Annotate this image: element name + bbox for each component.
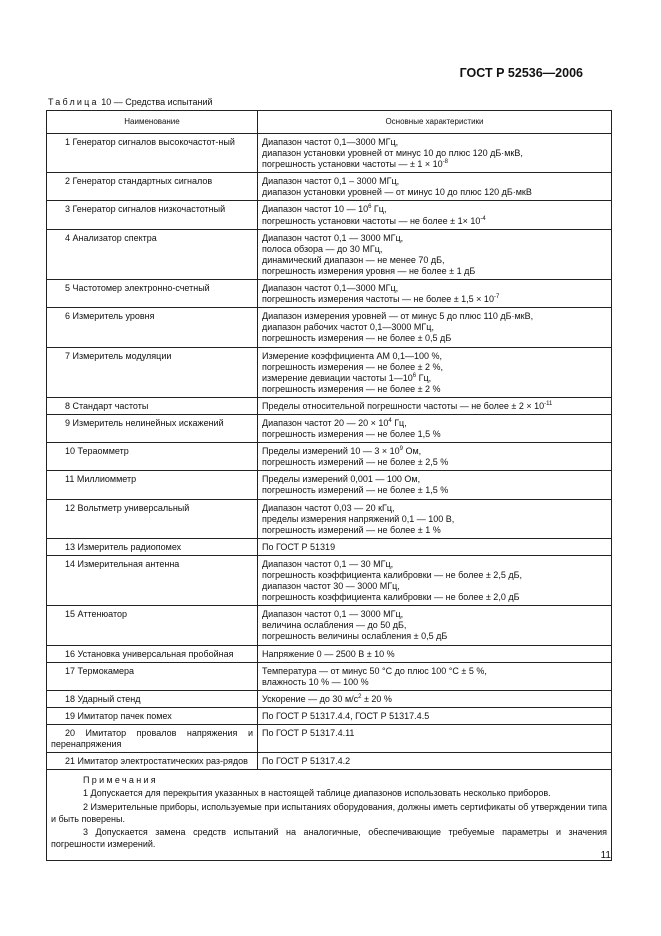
equipment-name-text: 9 Измеритель нелинейных искажений <box>65 417 224 428</box>
table-body <box>47 134 612 770</box>
spec-line: Температура — от минус 50 °С до плюс 100 °С ± 5 %, <box>262 665 487 676</box>
spec-line: измерение девиации частоты $1—10^6$ Гц, <box>262 372 432 383</box>
notes-cell <box>47 770 612 861</box>
table-row <box>47 753 612 770</box>
equipment-spec <box>258 443 612 471</box>
equipment-spec <box>258 397 612 414</box>
equipment-name-text: 12 Вольтметр универсальный <box>65 502 190 513</box>
spec-line: По ГОСТ Р 51319 <box>262 541 336 552</box>
equipment-spec <box>258 134 612 173</box>
table-row <box>47 414 612 442</box>
equipment-spec <box>258 707 612 724</box>
spec-line: погрешность коэффициента калибровки — не более ± 2,5 дБ, <box>262 570 522 580</box>
equipment-name <box>47 347 258 397</box>
equipment-name <box>47 201 258 229</box>
table-row <box>47 308 612 347</box>
spec-line: погрешность измерения уровня — не более ± 1 дБ <box>262 265 476 276</box>
equipment-spec <box>258 690 612 707</box>
equipment-name-text: 1 Генератор сигналов высокочастот-ный <box>65 137 235 147</box>
equipment-name-text: 7 Измеритель модуляции <box>65 350 172 361</box>
equipment-name <box>47 134 258 173</box>
note-item: 3 Допускается замена средств испытаний на аналогичные, обеспечивающие требуемые параметры и значения погрешности измерений. <box>51 827 607 849</box>
note-item: 2 Измерительные приборы, используемые при испытаниях оборудования, должны иметь сертификаты об утверждении типа и быть поверены. <box>51 802 607 824</box>
equipment-name <box>47 645 258 662</box>
table-row <box>47 443 612 471</box>
page-number: 11 <box>600 850 611 861</box>
table-row <box>47 645 612 662</box>
equipment-name <box>47 707 258 724</box>
spec-line: По ГОСТ Р 51317.4.4, ГОСТ Р 51317.4.5 <box>262 710 430 721</box>
spec-line: погрешность измерений — не более ± 2,5 % <box>262 457 449 468</box>
table-caption <box>48 97 213 107</box>
equipment-spec <box>258 347 612 397</box>
spec-line: Пределы относительной погрешности частоты — не более ± $2 \times 10^{-11}$ <box>262 400 553 411</box>
spec-line: погрешность измерения частоты — не более ± $1,5 \times 10^{-7}$ <box>262 294 500 305</box>
equipment-spec <box>258 538 612 555</box>
spec-line: диапазон установки уровней от минус 10 до плюс 120 дБ·мкВ, <box>262 148 523 159</box>
table-row <box>47 397 612 414</box>
equipment-name-text: 4 Анализатор спектра <box>65 232 157 243</box>
equipment-name-text: 13 Измеритель радиопомех <box>65 541 182 552</box>
equipment-spec <box>258 662 612 690</box>
column-header-spec: Основные характеристики <box>258 111 612 134</box>
table-row <box>47 725 612 753</box>
spec-line: погрешность измерения — не более ± 2 %, <box>262 361 444 372</box>
equipment-name <box>47 606 258 645</box>
spec-line: Диапазон частот 20 — $20 \times 10^4$ Гц, <box>262 417 407 428</box>
spec-line: Диапазон частот 0,1 — 30 МГц, <box>262 558 394 569</box>
notes-title: Примечания <box>83 775 158 786</box>
spec-line: Диапазон частот 0,03 — 20 кГц, <box>262 502 395 513</box>
document-id: ГОСТ Р 52536—2006 <box>459 66 583 80</box>
spec-line: Пределы измерений 10 — $3 \times 10^9$ Ом, <box>262 446 422 457</box>
spec-line: По ГОСТ Р 51317.4.11 <box>262 728 355 739</box>
equipment-name-text: 8 Стандарт частоты <box>65 400 149 411</box>
equipment-name <box>47 538 258 555</box>
spec-line: погрешность установки частоты — ± $1 \times 10^{-8}$ <box>262 159 448 170</box>
equipment-name <box>47 555 258 605</box>
table-row <box>47 201 612 229</box>
table-row <box>47 690 612 707</box>
table-row <box>47 280 612 308</box>
spec-line: диапазон установки уровней — от минус 10 до плюс 120 дБ·мкВ <box>262 187 532 198</box>
equipment-name <box>47 725 258 753</box>
equipment-spec <box>258 414 612 442</box>
spec-line: Диапазон частот 0,1—3000 МГц, <box>262 137 399 147</box>
equipment-spec <box>258 753 612 770</box>
spec-line: Диапазон частот 0,1 — 3000 МГц, <box>262 609 404 620</box>
equipment-name-text: 11 Миллиомметр <box>65 474 137 485</box>
equipment-name-text: 10 Тераомметр <box>65 446 129 457</box>
equipment-name-text: 19 Имитатор пачек помех <box>65 710 172 721</box>
equipment-spec <box>258 645 612 662</box>
equipment-name-text: 18 Ударный стенд <box>65 693 141 704</box>
spec-line: Диапазон измерения уровней — от минус 5 до плюс 110 дБ·мкВ, <box>262 311 534 322</box>
equipment-spec <box>258 308 612 347</box>
equipment-name <box>47 471 258 499</box>
spec-line: Диапазон частот 0,1—3000 МГц, <box>262 283 399 294</box>
table-row <box>47 134 612 173</box>
table-row <box>47 538 612 555</box>
equipment-name <box>47 229 258 279</box>
table-row <box>47 347 612 397</box>
spec-line: полоса обзора — до 30 МГц, <box>262 243 383 254</box>
equipment-name-text: 17 Термокамера <box>65 665 135 676</box>
spec-line: Диапазон частот 10 — $10^6$ Гц, <box>262 204 387 215</box>
spec-line: Диапазон частот 0,1 — 3000 МГц, <box>262 232 404 243</box>
table-caption-prefix: Таблица <box>48 97 99 107</box>
table-row <box>47 555 612 605</box>
table-row <box>47 229 612 279</box>
spec-line: погрешность измерений — не более ± 1,5 % <box>262 485 449 496</box>
spec-line: Измерение коэффициента АМ 0,1—100 %, <box>262 350 442 361</box>
equipment-name-text: 3 Генератор сигналов низкочастотный <box>65 204 226 215</box>
equipment-spec <box>258 606 612 645</box>
table-row <box>47 662 612 690</box>
spec-line: погрешность измерения — не более ± 2 % <box>262 383 441 394</box>
notes-row <box>47 770 612 861</box>
equipment-name <box>47 397 258 414</box>
table-row <box>47 173 612 201</box>
equipment-name-text: 21 Имитатор электростатических раз-рядов <box>65 756 248 767</box>
spec-line: погрешность установки частоты — не более ± $1\times 10^{-4}$ <box>262 215 486 226</box>
equipment-name-text: 5 Частотомер электронно-счетный <box>65 283 210 294</box>
spec-line: погрешность величины ослабления ± 0,5 дБ <box>262 631 448 642</box>
equipment-spec <box>258 201 612 229</box>
equipment-name <box>47 443 258 471</box>
equipment-name <box>47 414 258 442</box>
equipment-name <box>47 173 258 201</box>
spec-line: Пределы измерений 0,001 — 100 Ом, <box>262 474 421 485</box>
spec-line: динамический диапазон — не менее 70 дБ, <box>262 254 445 265</box>
equipment-spec <box>258 499 612 538</box>
equipment-name-text: 15 Аттенюатор <box>65 609 128 620</box>
spec-line: величина ослабления — до 50 дБ, <box>262 620 407 631</box>
table-header-row <box>47 111 612 134</box>
column-header-name: Наименование <box>47 111 258 134</box>
spec-line: диапазон частот 30 — 3000 МГц, <box>262 581 400 592</box>
spec-line: Ускорение — до 30 $м/с^2 \pm 20$ % <box>262 693 392 704</box>
note-item: 1 Допускается для перекрытия указанных в настоящей таблице диапазонов использовать несколько приборов. <box>83 788 551 799</box>
table-row <box>47 606 612 645</box>
table-caption-text: 10 — Средства испытаний <box>101 97 213 107</box>
spec-line: Напряжение 0 — 2500 В ± 10 % <box>262 648 395 659</box>
spec-line: По ГОСТ Р 51317.4.2 <box>262 756 351 767</box>
equipment-spec <box>258 229 612 279</box>
equipment-spec <box>258 173 612 201</box>
spec-line: влажность 10 % — 100 % <box>262 676 369 687</box>
equipment-name-text: 20 Имитатор провалов напряжения и перенапряжения <box>51 728 253 750</box>
equipment-name-text: 16 Установка универсальная пробойная <box>65 648 234 659</box>
equipment-name-text: 2 Генератор стандартных сигналов <box>65 176 213 187</box>
spec-line: погрешность измерений — не более ± 1 % <box>262 524 441 535</box>
equipment-name <box>47 753 258 770</box>
table-row <box>47 707 612 724</box>
equipment-name <box>47 308 258 347</box>
equipment-spec <box>258 725 612 753</box>
spec-line: погрешность коэффициента калибровки — не более ± 2,0 дБ <box>262 592 520 603</box>
spec-line: погрешность измерения — не более 1,5 % <box>262 429 441 440</box>
equipment-spec <box>258 555 612 605</box>
table-row <box>47 471 612 499</box>
spec-line: пределы измерения напряжений 0,1 — 100 В, <box>262 513 455 524</box>
spec-line: диапазон рабочих частот 0,1—3000 МГц, <box>262 322 434 333</box>
equipment-name <box>47 690 258 707</box>
equipment-name-text: 14 Измерительная антенна <box>65 558 180 569</box>
equipment-spec <box>258 471 612 499</box>
table-row <box>47 499 612 538</box>
equipment-table <box>46 110 612 861</box>
spec-line: Диапазон частот 0,1 – 3000 МГц, <box>262 176 400 187</box>
equipment-name <box>47 662 258 690</box>
spec-line: погрешность измерения — не более ± 0,5 дБ <box>262 333 452 344</box>
equipment-name <box>47 280 258 308</box>
equipment-name-text: 6 Измеритель уровня <box>65 311 155 322</box>
equipment-spec <box>258 280 612 308</box>
equipment-name <box>47 499 258 538</box>
